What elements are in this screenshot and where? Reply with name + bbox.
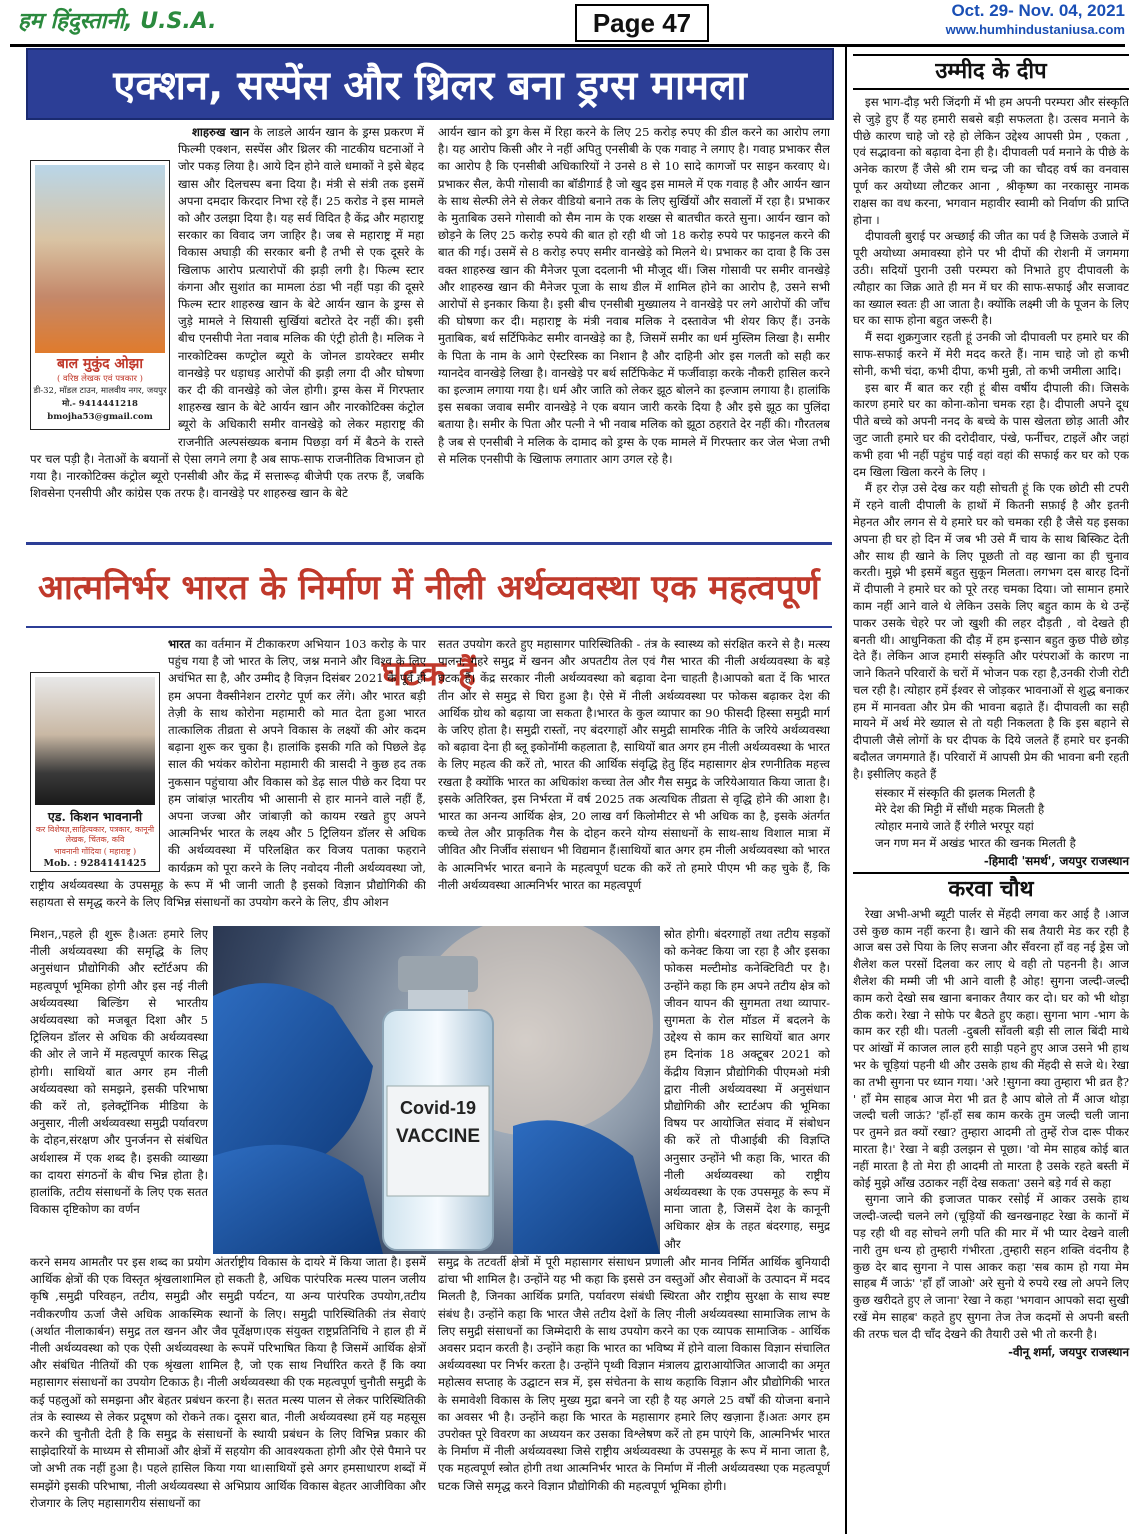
vaccine-label-line1: Covid-19	[399, 1098, 477, 1118]
sidebar1-paragraph: मैं हर रोज़ उसे देख कर यही सोचती हूं कि एक छोटी सी टपरी में रहने वाली दीपाली के हाथों में कितनी सफ़ाई है और इतनी मेहनत और लगन से ये हमारे घर को चमका रही है जैसे यह इसका अपना ही घर हो दिन में जब भी उसे मैं चाय के साथ बिस्किट देती और साथ ही खाने के लिए पूछती तो वह खाना का ही चुनाव करती। मुझे भी इसमें बहुत सुकून मिलता। लगभग दस बारह दिनों में दीपाली ने हमारे घर को पूरे तरह चमका दिया। जो सामान हमारे काम नहीं आने वाले थे लेकिन उसके लिए बहुत काम के थे उन्हें पाकर उसके चेहरे पर जो खुशी की लहर दौड़ती , वो देखते ही बनती थी। आधुनिकता की दौड़ में हम इन्सान बहुत कुछ पीछे छोड़ देते हैं। लेकिन आज हमारी संस्कृति और परंपराओं के कारण ना जाने कितने परिवारों के चरों में भोजन पक रहा है,उनकी रोजी रोटी चल रही है। त्योहार हमें ईश्वर से जोड़कर भावनाओं से शुद्ध बनाकर हम में मानवता और प्रेम की भावना बढ़ाते हैं। दीपावली का सही मायने में अर्थ मेरे ख्याल से तो यही निकलता है कि इस बहाने से दीपाली जैसे लोगों के घर दीपक के दिये जलते हैं हमारे घर इनकी बदौलत जगमगाते हैं। परिवारों में आपसी प्रेम की भावना बनी रहती है। इसीलिए कहते हैं	[853, 481, 1129, 781]
poem-line: त्योहार मनाये जाते हैं रंगीले भरपूर यहां	[875, 819, 1034, 834]
article2-column-1-bottom	[30, 1254, 426, 1534]
author2-address: भावनानी गोंदिया ( महाराष्ट्र )	[53, 847, 137, 856]
sidebar2-body	[853, 906, 1129, 1343]
article2-column-1-left	[30, 926, 208, 1254]
sidebar1-signature: -हिमादी 'समर्थ', जयपुर राजस्थान	[983, 853, 1129, 868]
article1-col1-text: के लाडले आर्यन खान के ड्रग्स प्रकरण में फिल्मी एक्शन, सस्पेंस और थ्रिलर की नाटकीय घटनाओं ने जोर पकड़ लिया है। आये दिन होने वाले धमाकों ने इसे बेहद खास और दिलचस्प बना दिया है। मंत्री से संत्री तक इसमें अपना दमदार किरदार निभा रहे हैं। 25 करोड ने इस मामले को और उलझा दिया है। यह सर्व विदित है केंद्र और महाराष्ट्र सरकार का विवाद जग जाहिर है। जब से महाराष्ट्र में महा विकास अघाड़ी की सरकार बनी है तभी से एक दूसरे के खिलाफ आरोप प्रत्यारोपों की झड़ी लगी है। फिल्म स्टार कंगना और सुशांत का मामला ठंडा भी नहीं पड़ा की दूसरे फिल्म स्टार शाहरुख खान के बेटे आर्यन खान के ड्रग्स से जुड़े मामले ने सियासी सुर्खियां बटोरते देर नहीं की। इसी बीच एनसीपी नेता नवाब मलिक की एंट्री होती है। मलिक ने नारकोटिक्स कण्ट्रोल ब्यूरो के जोनल डायरेक्टर समीर वानखेड़े पर धड़ाधड़ आरोपों की झड़ी लगा दी और घोषणा कर दी की वानखेड़े को जेल होगी। ड्रग्स केस में गिरफ्तार शाहरुख खान के बेटे आर्यन खान और नारकोटिक्स कंट्रोल ब्यूरो के अधिकारी समीर वानखेड़े को लेकर महाराष्ट्र की राजनीति अल्पसंख्यक बनाम पिछड़ा वर्ग में बैठने के रास्ते पर चल पड़ी है। नेताओं के बयानों से ऐसा लगने लगा है अब साफ-साफ राजनीतिक विभाजन हो गया है। नारकोटिक्स कंट्रोल ब्यूरो एनसीबी और केंद्र में सत्तारूढ़ बीजेपी एक तरफ हैं, जबकि शिवसेना एनसीपी और कांग्रेस एक तरफ है। वानखेड़े पर शाहरुख खान के बेटे	[30, 125, 424, 501]
website-link[interactable]: www.humhindustaniusa.com	[945, 22, 1125, 37]
article2-headline: आत्मनिर्भर भारत के निर्माण में नीली अर्थव्यवस्था एक महत्वपूर्ण घटक हैं	[26, 542, 832, 628]
article1-column-2	[438, 124, 830, 534]
article1-column-1	[30, 124, 424, 534]
sidebar	[845, 46, 1132, 1534]
article2-col1-top-text: का वर्तमान में टीकाकरण अभियान 103 करोड़ के पार पहुंच गया है जो भारत के लिए, जश्न मनाने और विश्व के लिए अचंभित सा है, और उम्मीद है विज़न दिसंबर 2021 के पूर्व ही हम अपना वैक्सीनेशन टारगेट पूर्ण कर लेंगे। और भारत बड़ी तेज़ी के साथ कोरोना महामारी को मात देता हुआ भारत तात्कालिक तीव्रता से अपने विकास के लक्ष्यों की ओर कदम बढ़ाना शुरू कर चुका है। हालांकि इसकी गति को पिछले डेढ़ साल की भयंकर कोरोना महामारी की त्रासदी ने कुछ हद तक नुकसान पहुंचाया और विकास को डेढ़ साल पीछे कर दिया पर हम जांबांज़ भारतीय भी आसानी से हार मानने वाले नहीं हैं, अपना जज्बा और जांबाज़ी को कायम रखते हुए अपने आत्मनिर्भर भारत के लक्ष्य और 5 ट्रिलियन डॉलर से अधिक की अर्थव्यवस्था में परिलक्षित कर विजय पताका फहराने कार्यक्रम को पूरा करने के लिए नवोदय नीली अर्थव्यवस्था जो, राष्ट्रीय अर्थव्यवस्था के उपसमूह के रूप में भी जानी जाती है इसको विज्ञान प्रौद्योगिकी की सहायता से समृद्ध करने के लिए विभिन्न संसाधनों का उपयोग करने के लिए, डीप ओशन	[30, 637, 426, 910]
article2-col2-top-text: सतत उपयोग करते हुए महासागर पारिस्थितिकी - तंत्र के स्वास्थ्य को संरक्षित करने से है। मत्स्य पालन, गहरे समुद्र में खनन और अपतटीय तेल एवं गैस भारत की नीली अर्थव्यवस्था के बड़े घटक हैं। केंद्र सरकार नीली अर्थव्यवस्था को बढ़ावा देना चाहती है।आपको बता दें कि भारत तीन ओर से समुद्र से घिरा हुआ है। ऐसे में नीली अर्थव्यवस्था पर फोकस बढ़ाकर देश की आर्थिक ग्रोथ को बढ़ाया जा सकता है।भारत के कुल व्यापार का 90 फीसदी हिस्सा समुद्री मार्ग के जरिए होता है। समुद्री रास्तों, नए बंदरगाहों और समुद्री सामरिक नीति के जरिये अर्थव्यवस्था को बढ़ावा देना ही ब्लू इकोनॉमी कहलाता है, साथियों बात अगर हम नीली अर्थव्यवस्था के भारत के लिए महत्व की करें तो, भारत की आर्थिक संवृद्धि हेतु हिंद महासागर क्षेत्र रणनीतिक महत्त्व रखता है क्योंकि भारत का अधिकांश कच्चा तेल और गैस समुद्र के जरियेआयात किया जाता है। इसके अतिरिक्त, इस निर्भरता में वर्ष 2025 तक अत्यधिक तीव्रता से वृद्धि होने की आशा है। भारत का अनन्य आर्थिक क्षेत्र, 20 लाख वर्ग किलोमीटर से भी अधिक का है, इसके अंतर्गत कच्चे तेल और प्राकृतिक गैस के दोहन करने योग्य संसाधनों के साथ-साथ विशाल मात्रा में जीवित और निर्जीव संसाधन भी विद्यमान हैं।साथियों बात अगर हम नीली अर्थव्यवस्था को भारत के आत्मनिर्भर भारत बनाने के महत्वपूर्ण घटक की करें तो हमारे पीएम भी कह चुके हैं, कि नीली अर्थव्यवस्था आत्मनिर्भर भारत का महत्वपूर्ण	[438, 637, 830, 892]
page-number: Page 47	[575, 4, 709, 42]
author2-name: एड. किशन भावनानी	[47, 809, 143, 824]
author2-title: कर विशेषज्ञ,साहित्यकार, पत्रकार, कानूनी लेखक, चिंतक, कवि	[35, 825, 155, 844]
sidebar1-paragraph: मैं सदा शुक्रगुजार रहती हूं उनकी जो दीपावली पर हमारे घर की साफ-सफाई करने में मेरी मदद करते हैं। नाम चाहे जो हो कभी सोनी, कभी चंदा, कभी दीपा, कभी मुन्नी, तो कभी जमीला आदि।	[853, 330, 1129, 378]
article2-col2-right-text: स्रोत होगी। बंदरगाहों तथा तटीय सड़कों को कनेक्ट किया जा रहा है और इसका फोकस मल्टीमोड कनेक्टिविटी पर है।उन्होंने कहा कि हम अपने तटीय क्षेत्र को जीवन यापन की सुगमता तथा व्यापार-सुगमता के रोल मॉडल में बदलने के उद्देश्य से काम कर साथियों बात अगर हम दिनांक 18 अक्टूबर 2021 को केंद्रीय विज्ञान प्रौद्योगिकी पीएमओ मंत्री द्वारा नीली अर्थव्यवस्था में अनुसंधान प्रौद्योगिकी और स्टार्टअप की भूमिका विषय पर आयोजित संवाद में संबोधन की करें तो पीआईबी की विज्ञप्ति अनुसार उन्होंने भी कहा कि, भारत की नीली अर्थव्यवस्था को राष्ट्रीय अर्थव्यवस्था के एक उपसमूह के रूप में माना जाता है, जिसमें देश के कानूनी अधिकार क्षेत्र के तहत बंदरगाह, समुद्र और	[664, 927, 830, 1251]
article2-column-2-right	[664, 926, 830, 1254]
author2-phone: Mob. : 9284141425	[43, 858, 147, 869]
vaccine-illustration	[213, 926, 660, 1254]
article2-column-2-top	[438, 636, 830, 926]
article1-lead-word: शाहरुख खान	[192, 125, 250, 139]
author1-photo	[30, 160, 170, 430]
sidebar1-paragraph: इस बार मैं बात कर रही हूं बीस वर्षीय दीपाली की। जिसके कारण हमारे घर का कोना-कोना चमक रहा है। दीपाली अपने दूध पीते बच्चे को अपनी ननद के बच्चे के पास खेलता छोड़ आती और जुट जाती हमारे घर की दरोदीवार, पंखे, फर्नीचर, टाइलें और जहां कभी हवा भी नहीं पहुंच पाई वहां वहां की सफाई कर घर को एक दम खिला खिला करने के लिए ।	[853, 380, 1129, 479]
article1-headline: एक्शन, सस्पेंस और थ्रिलर बना ड्रग्स मामला	[26, 48, 834, 120]
article2-column-2-bottom	[438, 1254, 830, 1534]
sidebar2-signature: -वीनू शर्मा, जयपुर राजस्थान	[1008, 1344, 1129, 1359]
author2-portrait	[35, 677, 155, 805]
author1-phone: मो.- 9414441218	[62, 399, 138, 409]
sidebar1-paragraph: इस भाग-दौड़ भरी जिंदगी में भी हम अपनी परम्परा और संस्कृति से जुड़े हुए हैं यह हमारी सबसे बड़ी सफलता है। उत्सव मनाने के पीछे कारण चाहे जो रहे हो लेकिन उद्देश्य आपसी प्रेम , एकता , एवं सद्भावना को बढ़ावा देना ही है। दीपावली पर्व मनाने के पीछे के अनेक कारण हैं जैसे श्री राम चन्द्र जी का चौदह वर्ष का वनवास पूर्ण कर अयोध्या लौटकर आना , श्रीकृष्ण का नरकासुर नामक राक्षस का वध करना, भगवान महावीर स्वामी को निर्वाण की प्राप्ति होना ।	[853, 95, 1129, 227]
vaccine-photo	[213, 926, 660, 1254]
author1-address: डी-32, मॉडल टाउन, मालवीय नगर, जयपुर	[33, 386, 167, 396]
vaccine-label-line2: VACCINE	[395, 1126, 481, 1147]
article2-lead-word: भारत	[168, 637, 191, 651]
sidebar1-body	[853, 94, 1129, 783]
author1-email: bmojha53@gmail.com	[47, 412, 153, 422]
newspaper-name: हम हिंदुस्तानी, U.S.A.	[18, 9, 217, 34]
sidebar2-paragraph: सुगना जाने की इजाजत पाकर रसोई में आकर उसके हाथ जल्दी-जल्दी चलने लगे (चूड़ियों की खनखनाहट रेखा के कानों में पड़ रही थी वह सोचने लगी पति की मार में भी प्यार देखने वाली नारी तुम धन्य हो तुम्हारी गंभीरता ,तुम्हारी सहन शक्ति वंदनीय है कुछ देर बाद सुगना ने पास आकर कहा 'सब काम हो गया मेम साहब मैं जाऊं' 'हाँ हाँ जाओ' अरे सुनो ये रुपये रख लो अपने लिए कुछ खरीदते हुए ले जाना' रेखा ने कहा 'भगवान आपको सदा सुखी रखें मेम साहब' कहते हुए सुगना तेज तेज कदमों से अपनी बस्ती की तरफ चल दी चाँद देखने की तैयारी उसे भी तो करनी है।	[853, 1192, 1129, 1341]
article2-col1-bottom-text: करने समय आमतौर पर इस शब्द का प्रयोग अंतर्राष्ट्रीय विकास के दायरे में किया जाता है। इसमें आर्थिक क्षेत्रों की एक विस्तृत श्रृंखलाशामिल हो सकती है, अधिक पारंपरिक मत्स्य पालन जलीय कृषि ,समुद्री परिवहन, तटीय, समुद्री और समुद्री पर्यटन, या अन्य पारंपरिक उपयोग,तटीय नवीकरणीय ऊर्जा जैसे अधिक आकस्मिक स्थानों के लिए। समुद्री पारिस्थितिकी तंत्र सेवाएं (अर्थात नीलाकार्बन) समुद्र तल खनन और जैव पूर्वेक्षण।एक संयुक्त राष्ट्रप्रतिनिधि ने हाल ही में नीली अर्थव्यवस्था को एक ऐसी अर्थव्यवस्था के रूपमें परिभाषित किया है जिसमें आर्थिक क्षेत्रों और संबंधित नीतियों की एक श्रृंखला शामिल है, जो एक साथ निर्धारित करते हैं कि क्या महासागर संसाधनों का उपयोग टिकाऊ है। नीली अर्थव्यवस्था की एक महत्वपूर्ण चुनौती समुद्री के कई पहलुओं को समझना और बेहतर प्रबंधन करना है। सतत मत्स्य पालन से लेकर पारिस्थितिकी तंत्र के स्वास्थ्य से लेकर प्रदूषण को रोकने तक। दूसरा बात, नीली अर्थव्यवस्था हमें यह महसूस करने की चुनौती देती है कि समुद्र के संसाधनों के स्थायी प्रबंधन के लिए विभिन्न प्रकार की साझेदारियों के माध्यम से सीमाओं और क्षेत्रों में सहयोग की आवश्यकता होगी और ऐसे पैमाने पर जो अभी तक नहीं हुआ है। पहले हासिल किया गया था।साथियों इसे अगर हमसाधारण शब्दों में समझेंगे इसकी परिभाषा, नीली अर्थव्यवस्था से अभिप्राय आर्थिक विकास बेहतर आजीविका और रोजगार के लिए महासागरीय संसाधनों का	[30, 1255, 426, 1510]
author2-photo	[30, 672, 160, 872]
article2-col2-bottom-text: समुद्र के तटवर्ती क्षेत्रों में पूरी महासागर संसाधन प्रणाली और मानव निर्मित आर्थिक बुनियादी ढांचा भी शामिल है। उन्होंने यह भी कहा कि इससे उन वस्तुओं और सेवाओं के उत्पादन में मदद मिलती है, जिनका आर्थिक प्रगति, पर्यावरण संबंधी स्थिरता और राष्ट्रीय सुरक्षा के साथ स्पष्ट संबंध है। उन्होंने कहा कि भारत जैसे तटीय देशों के लिए नीली अर्थव्यवस्था सामाजिक लाभ के लिए समुद्री संसाधनों का जिम्मेदारी के साथ उपयोग करने का एक व्यापक सामाजिक - आर्थिक अवसर प्रदान करती है। उन्होंने कहा कि भारत का भविष्य में होने वाला विकास विज्ञान संचालित अर्थव्यवस्था पर निर्भर करता है। उन्होंने पृथ्वी विज्ञान मंत्रालय द्वाराआयोजित आजादी का अमृत महोत्सव सप्ताह के उद्घाटन सत्र में, इस संचेतना के साथ कहाकि विज्ञान और प्रौद्योगिकी भारत के समावेशी विकास के लिए मुख्य मुद्रा बनने जा रही है यह अगले 25 वर्षों की योजना बनाने का अवसर भी है। उन्होंने कहा कि भारत के महासागर हमारे लिए खज़ाना हैं।अतः अगर हम उपरोक्त पूरे विवरण का अध्ययन कर उसका विश्लेषण करें तो हम पाएंगे कि, आत्मनिर्भर भारत के निर्माण में नीली अर्थव्यवस्था जिसे राष्ट्रीय अर्थव्यवस्था के उपसमूह के रूप में माना जाता है, एक महत्वपूर्ण स्त्रोत होगी तथा आत्मनिर्भर भारत के निर्माण में नीली अर्थव्यवस्था एक महत्वपूर्ण घटक जिसे समृद्ध करने विज्ञान प्रौद्योगिकी की महत्वपूर्ण भूमिका होगी।	[438, 1255, 830, 1493]
poem-line: मेरे देश की मिट्टी में सौंधी महक मिलती है	[875, 802, 1045, 817]
sidebar1-headline: उम्मीद के दीप	[853, 54, 1129, 90]
poem-line: संस्कार में संस्कृति की झलक मिलती है	[875, 785, 1035, 800]
sidebar2-headline: करवा चौथ	[853, 872, 1129, 906]
author1-portrait	[35, 165, 165, 353]
issue-date: Oct. 29- Nov. 04, 2021	[951, 1, 1125, 20]
article2-column-1-top	[30, 636, 426, 926]
article2-col1-left-text: मिशन,,पहले ही शुरू है।अतः हमारे लिए नीली अर्थव्यवस्था की समृद्धि के लिए अनुसंधान प्रौद्योगिकी और स्टॉर्टअप की महत्वपूर्ण भूमिका होगी और इस नई नीली अर्थव्यवस्था बिल्डिंग से भारतीय अर्थव्यवस्था को मजबूत दिशा और 5 ट्रिलियन डॉलर से अधिक की अर्थव्यवस्था की ओर ले जाने में महत्वपूर्ण कारक सिद्ध होगी। साथियों बात अगर हम नीली अर्थव्यवस्था को समझने, इसकी परिभाषा की करें तो, इलेक्ट्रॉनिक मीडिया के अनुसार, नीली अर्थव्यवस्था समुद्री पर्यावरण के दोहन,संरक्षण और पुनर्जनन से संबंधित अर्थशास्त्र में एक शब्द है। इसकी व्याख्या का दायरा संगठनों के बीच भिन्न होता है। हालांकि, तटीय संसाधनों के लिए एक सतत विकास दृष्टिकोण का वर्णन	[30, 927, 208, 1217]
article1-col2-text: आर्यन खान को ड्रग केस में रिहा करने के लिए 25 करोड़ रुपए की डील करने का आरोप लगा है। यह आरोप किसी और ने नहीं अपितु एनसीबी के एक गवाह ने लगाए है। गवाह प्रभाकर सैल का आरोप है कि एनसीबी अधिकारियों ने उनसे 8 से 10 सादे कागजों पर साइन करवाए थे। प्रभाकर सैल, केपी गोसावी का बॉडीगार्ड है जो खुद इस मामले में एक गवाह है और आर्यन खान के साथ सेल्फी लेने से लेकर वीडियो बनाने तक के लिए सुर्खियों और सवालों में रहा है। प्रभाकर के मुताबिक उसने गोसावी को सैम नाम के एक शख्स से बातचीत करते सुना। आर्यन खान को छोड़ने के लिए 25 करोड़ रुपये की बात हो रही थी जो 18 करोड़ रुपये पर फाइनल करने की बात की गई। उसमें से 8 करोड़ रुपए समीर वानखेड़े को मिलने थे। प्रभाकर का दावा है कि उस वक्त शाहरुख खान की मैनेजर पूजा ददलानी भी मौजूद थीं। जिस गोसावी पर समीर वानखेड़े और शाहरुख खान की मैनेजर पूजा के साथ डील में शामिल होने का आरोप है, उसने सभी आरोपों से इनकार किया है। इसी बीच एनसीबी मुख्यालय ने वानखेड़े पर लगे आरोपों की जाँच की घोषणा कर दी। महाराष्ट्र के मंत्री नवाब मलिक ने दस्तावेज भी शेयर किए हैं। उनके मुताबिक, बर्थ सर्टिफिकेट समीर वानखेड़े का है, जिसमें समीर का धर्म मुस्लिम लिखा है। समीर के पिता के नाम के आगे ऐस्टरिस्क का निशान है और दाहिनी ओर इस गलती को सही कर ग्यानदेव वानखेड़े लिखा है। वानखेड़े पर बर्थ सर्टिफिकेट में फर्जीवाड़ा करके नौकरी हासिल करने का इल्जाम लगाया गया है। धर्म और जाति को लेकर झूठ बोलने का इल्जाम लगाया है। हालांकि इस सबका जवाब समीर वानखेड़े ने एक बयान जारी करके दिया है और इसे झूठ का पुलिंदा बताया है। समीर के पिता और पत्नी ने भी नवाब मलिक को झूठा ठहराते देर नहीं की। गौरतलब है जब से एनसीबी ने मलिक के दामाद को ड्रग्स के एक मामले में गिरफ्तार कर जेल भेजा तभी से मलिक एनसीपी के खिलाफ लगातार आग उगल रहे है।	[438, 125, 830, 466]
author1-title: ( वरिष्ठ लेखक एवं पत्रकार )	[57, 374, 143, 384]
author1-name: बाल मुकुंद ओझा	[57, 356, 143, 372]
sidebar1-poem	[853, 785, 1129, 852]
sidebar1-paragraph: दीपावली बुराई पर अच्छाई की जीत का पर्व है जिसके उजाले में पूरी अयोध्या अमावस्या होने पर भी दीपों की रोशनी में जगमगा उठी। सदियों पुरानी उसी परम्परा को निभाते हुए दीपावली के त्यौहार का जिक्र आते ही मन में घर की साफ-सफाई और सजावट का ख्याल स्वतः ही आ जाता है। क्योंकि लक्ष्मी जी के पूजन के लिए घर का साफ होना बहुत जरूरी है।	[853, 229, 1129, 328]
poem-line: जन गण मन में अखंड भारत की खनक मिलती है	[875, 836, 1076, 851]
sidebar2-paragraph: रेखा अभी-अभी ब्यूटी पार्लर से मेंहदी लगवा कर आई है ।आज उसे कुछ काम नहीं करना है। खाने की सब तैयारी मेड कर रही है आज बस उसे पिया के लिए सजना और सँवरना हाँ वह नई ड्रेस जो शैलेश कल परसों दिलवा कर लाए थे वही तो पहननी है। आज शैलेश की मम्मी जी भी आने वाली है ओह! सुगना जल्दी-जल्दी काम करो देखो सब खाना बनाकर तैयार कर दो। घर को भी थोड़ा ठीक करो। रेखा ने सोफे पर बैठते हुए कहा। सुगना भाग -भाग के काम कर रही थी। पतली -दुबली साँवली बड़ी सी लाल बिंदी माथे पर आंखों में काजल लाल हरी साड़ी पहने हुए आज उसने भी हाथ भर के चूड़ियां पहनी थी और उसके हाथ की मेंहदी से सजे थे। रेखा का तभी सुगना पर ध्यान गया। 'अरे !सुगना क्या तुम्हारा भी व्रत है? ' हाँ मेम साहब आज मेरा भी व्रत है आप बोले तो मैं आज थोड़ा जल्दी चली जाऊं? 'हाँ-हाँ सब काम करके तुम जल्दी चली जाना पर तुमने व्रत क्यों रखा? तुम्हारा आदमी तो तुम्हें रोज दारू पीकर मारता है।' रेखा ने बड़ी उलझन से पूछा। 'वो मेम साहब कोई बात नहीं मारता है तो मेरा ही आदमी तो मारता है उसके रहते बस्ती में कोई मुझे आँख उठाकर नहीं देख सकता' उसने बड़े गर्व से कहा	[853, 906, 1129, 1190]
